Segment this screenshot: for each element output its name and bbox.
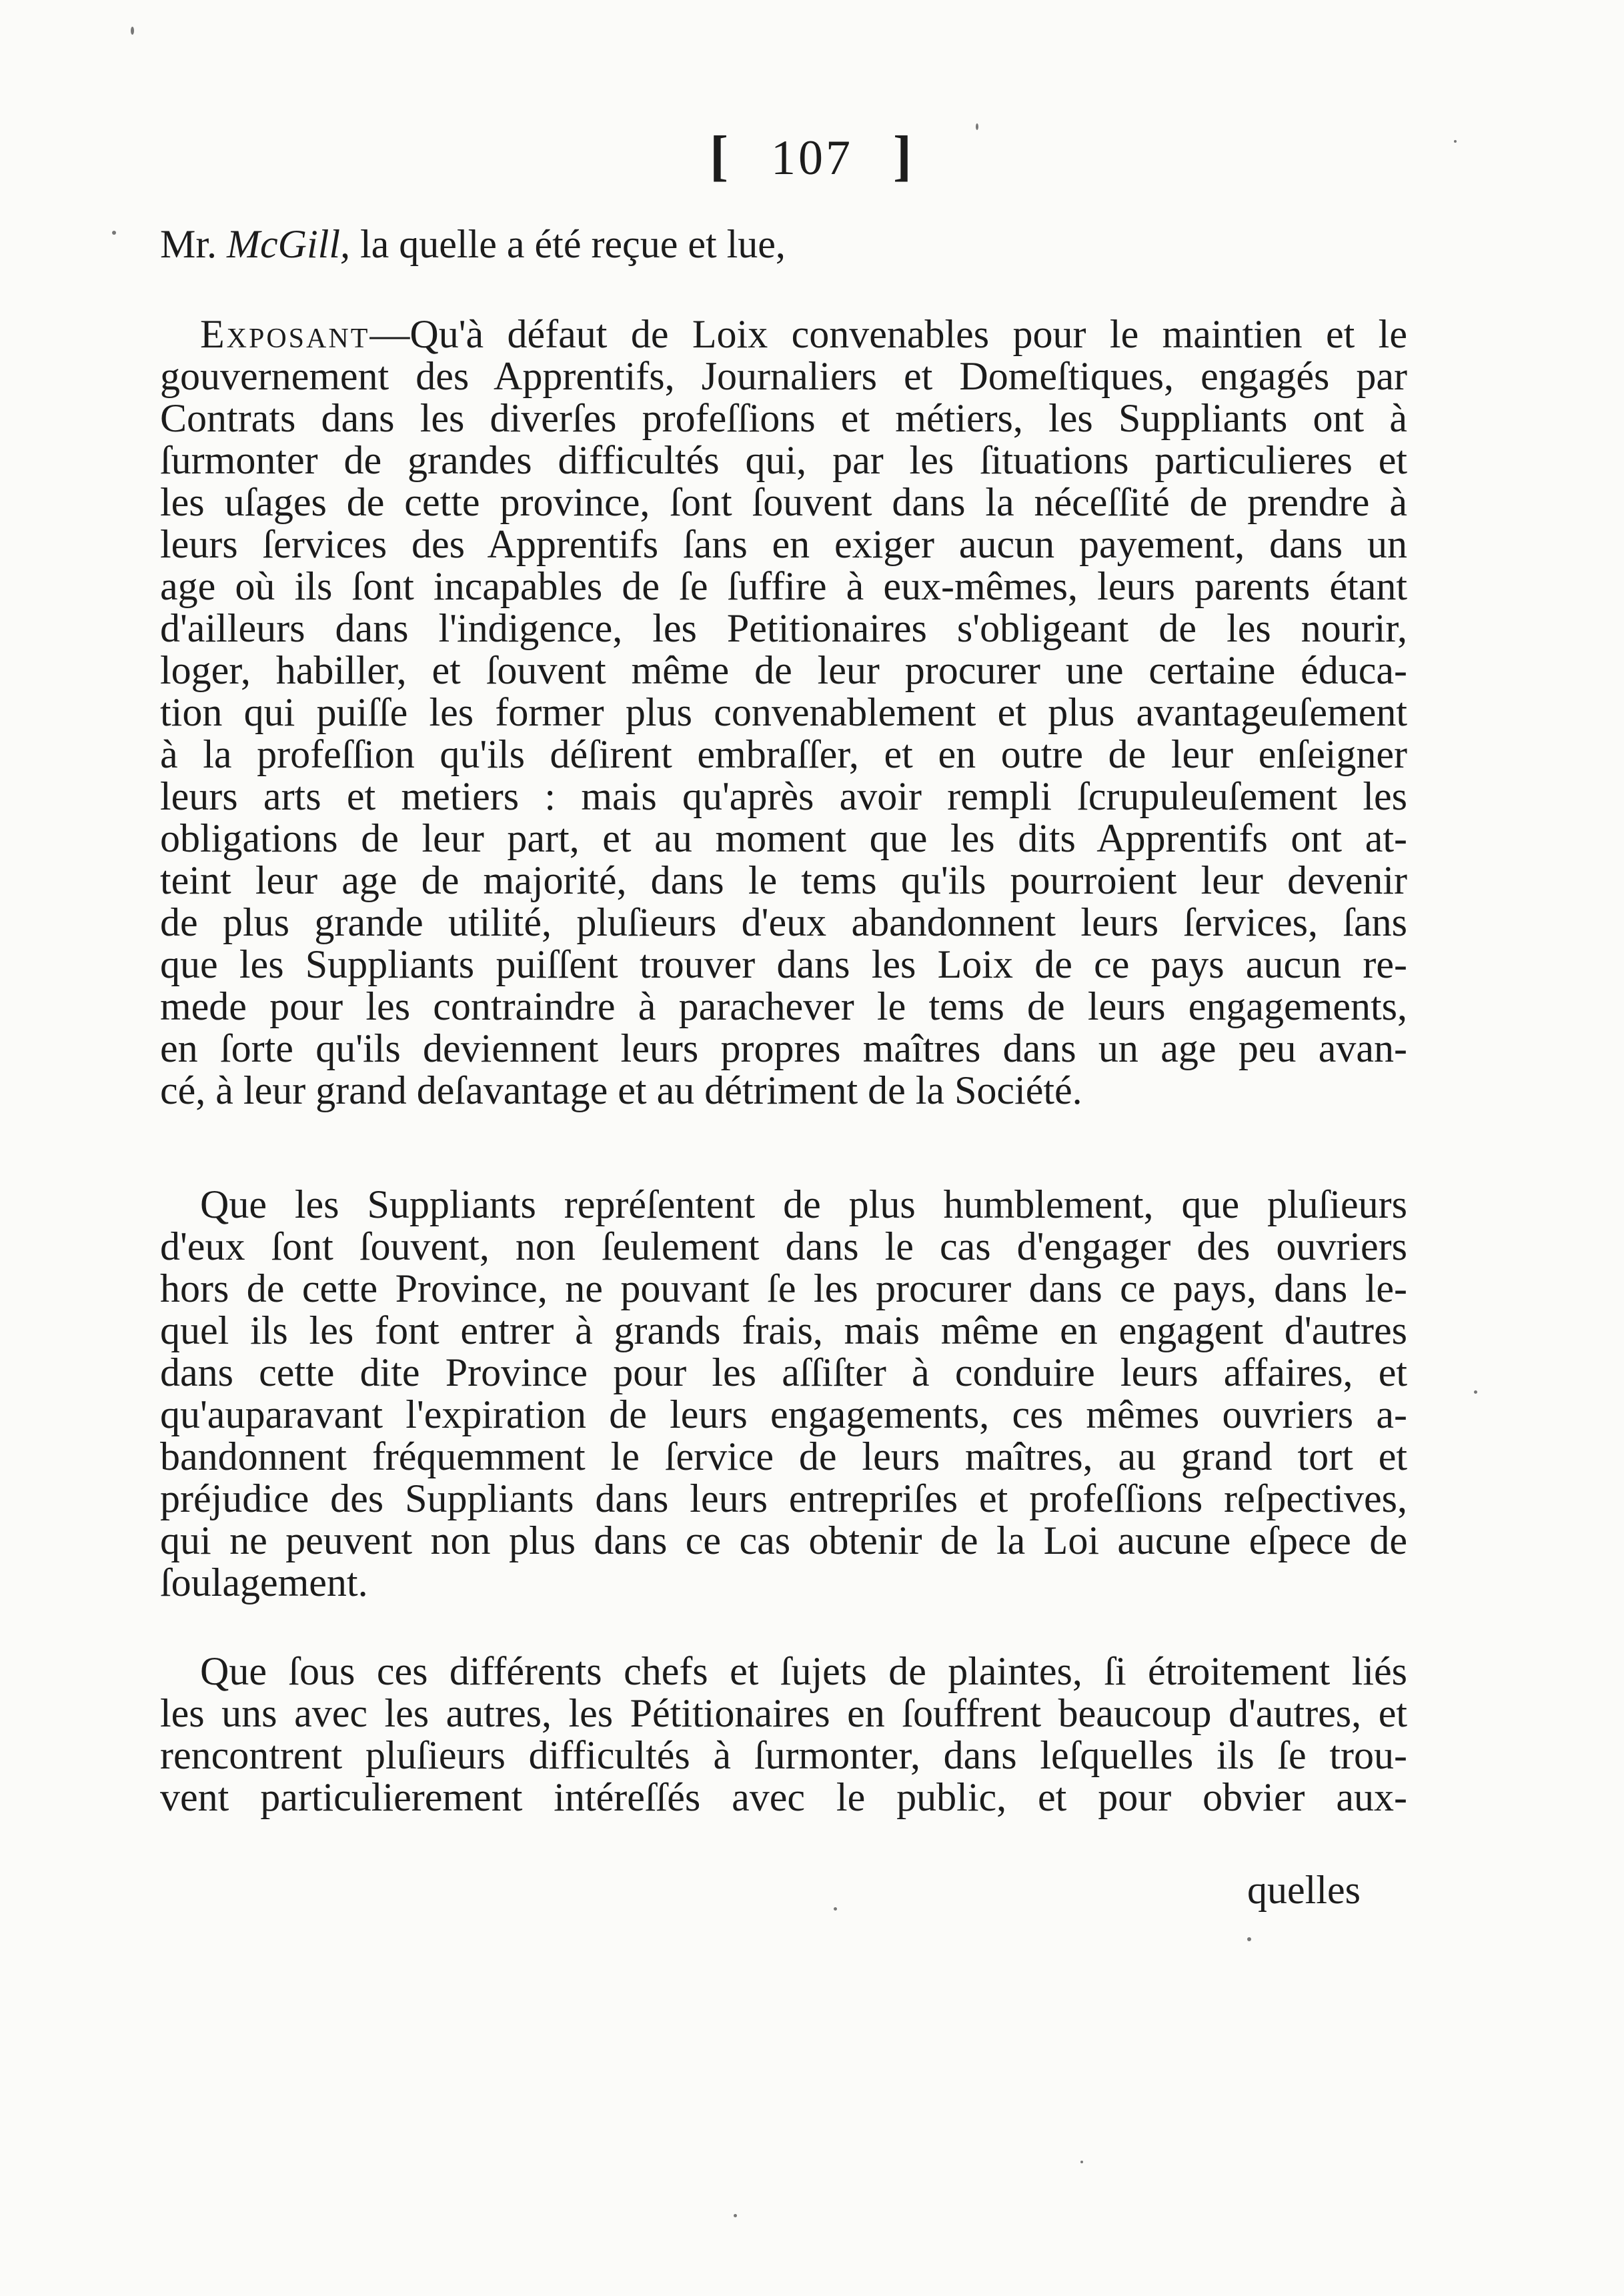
text-line: en ſorte qu'ils deviennent leurs propres maîtres dans un age peu avan- — [160, 1026, 1407, 1070]
folio-open-bracket: [ — [710, 125, 731, 187]
text-line: d'ailleurs dans l'indigence, les Petitionaires s'obligeant de les nourir, — [160, 606, 1407, 650]
text-line: que les Suppliants puiſſent trouver dans les Loix de ce pays aucun re- — [160, 942, 1407, 986]
text-line: quel ils les font entrer à grands frais, mais même en engagent d'autres — [160, 1308, 1407, 1352]
text-line: Que ſous ces différents chefs et ſujets de plaintes, ſi étroitement liés — [200, 1649, 1407, 1693]
text-line: leurs arts et metiers : mais qu'après avoir rempli ſcrupuleuſement les — [160, 774, 1407, 818]
text-line: hors de cette Province, ne pouvant ſe les procurer dans ce pays, dans le- — [160, 1266, 1407, 1310]
paper-speck — [834, 1907, 837, 1911]
folio-number: 107 — [771, 131, 853, 185]
text-line: mede pour les contraindre à parachever le tems de leurs engagements, — [160, 984, 1407, 1028]
paragraph-plaintes — [160, 1650, 1407, 1819]
paragraph-exposant — [160, 313, 1407, 1112]
text-line: Que les Suppliants repréſentent de plus humblement, que pluſieurs — [200, 1182, 1407, 1226]
opening-prefix: Mr. — [160, 222, 217, 266]
opening-line — [160, 223, 1407, 265]
text-line: age où ils ſont incapables de ſe ſuffire à eux-mêmes, leurs parents étant — [160, 564, 1407, 608]
text-line: leurs ſervices des Apprentifs ſans en exiger aucun payement, dans un — [160, 522, 1407, 566]
text-line: gouvernement des Apprentifs, Journaliers et Domeſtiques, engagés par — [160, 354, 1407, 398]
text-line: à la profeſſion qu'ils déſirent embraſſer, et en outre de leur enſeigner — [160, 732, 1407, 776]
text-line: teint leur age de majorité, dans le tems qu'ils pourroient leur devenir — [160, 858, 1407, 902]
text-line: ſurmonter de grandes difficultés qui, par les ſituations particulieres et — [160, 438, 1407, 482]
text-line: d'eux ſont ſouvent, non ſeulement dans le cas d'engager des ouvriers — [160, 1224, 1407, 1268]
text-line: les uns avec les autres, les Pétitionaires en ſouffrent beaucoup d'autres, et — [160, 1691, 1407, 1735]
text-line: rencontrent pluſieurs difficultés à ſurmonter, dans leſquelles ils ſe trou- — [160, 1733, 1407, 1777]
line-text: —Qu'à défaut de Loix convenables pour le maintien et le — [369, 312, 1407, 356]
folio-close-bracket: ] — [893, 125, 914, 187]
text-line: obligations de leur part, et au moment que les dits Apprentifs ont at- — [160, 816, 1407, 860]
paper-speck — [1454, 140, 1457, 143]
paper-speck — [1474, 1390, 1477, 1394]
text-line: de plus grande utilité, pluſieurs d'eux abandonnent leurs ſervices, ſans — [160, 900, 1407, 944]
paper-speck — [112, 231, 116, 235]
text-line: cé, à leur grand deſavantage et au détriment de la Société. — [160, 1068, 1082, 1112]
text-line: qui ne peuvent non plus dans ce cas obtenir de la Loi aucune eſpece de — [160, 1518, 1407, 1562]
paper-speck — [131, 27, 134, 35]
text-line: vent particulierement intéreſſés avec le public, et pour obvier aux- — [160, 1775, 1407, 1819]
text-line: dans cette dite Province pour les aſſiſter à conduire leurs affaires, et — [160, 1350, 1407, 1394]
text-line: loger, habiller, et ſouvent même de leur procurer une certaine éduca- — [160, 648, 1407, 692]
paper-speck — [1080, 2161, 1083, 2163]
opening-rest: la quelle a été reçue et lue, — [359, 222, 786, 266]
text-line: préjudice des Suppliants dans leurs entrepriſes et profeſſions reſpectives, — [160, 1476, 1407, 1520]
text-line: Contrats dans les diverſes profeſſions et métiers, les Suppliants ont à — [160, 396, 1407, 440]
paragraph-ouvriers — [160, 1184, 1407, 1604]
page-number — [0, 123, 1624, 188]
text-line: bandonnent fréquemment le ſervice de leurs maîtres, au grand tort et — [160, 1434, 1407, 1478]
text-line — [160, 313, 1407, 355]
text-line: qu'auparavant l'expiration de leurs engagements, ces mêmes ouvriers a- — [160, 1392, 1407, 1436]
text-line: ſoulagement. — [160, 1560, 368, 1604]
paper-speck — [976, 123, 978, 130]
text-line: les uſages de cette province, ſont ſouvent dans la néceſſité de prendre à — [160, 480, 1407, 524]
paper-speck — [1247, 1937, 1251, 1941]
catchword: quelles — [1247, 1868, 1361, 1912]
opening-name: McGill, — [227, 222, 350, 266]
lead-word: Exposant — [200, 312, 370, 356]
text-line: tion qui puiſſe les former plus convenablement et plus avantageuſement — [160, 690, 1407, 734]
paper-speck — [734, 2214, 737, 2217]
